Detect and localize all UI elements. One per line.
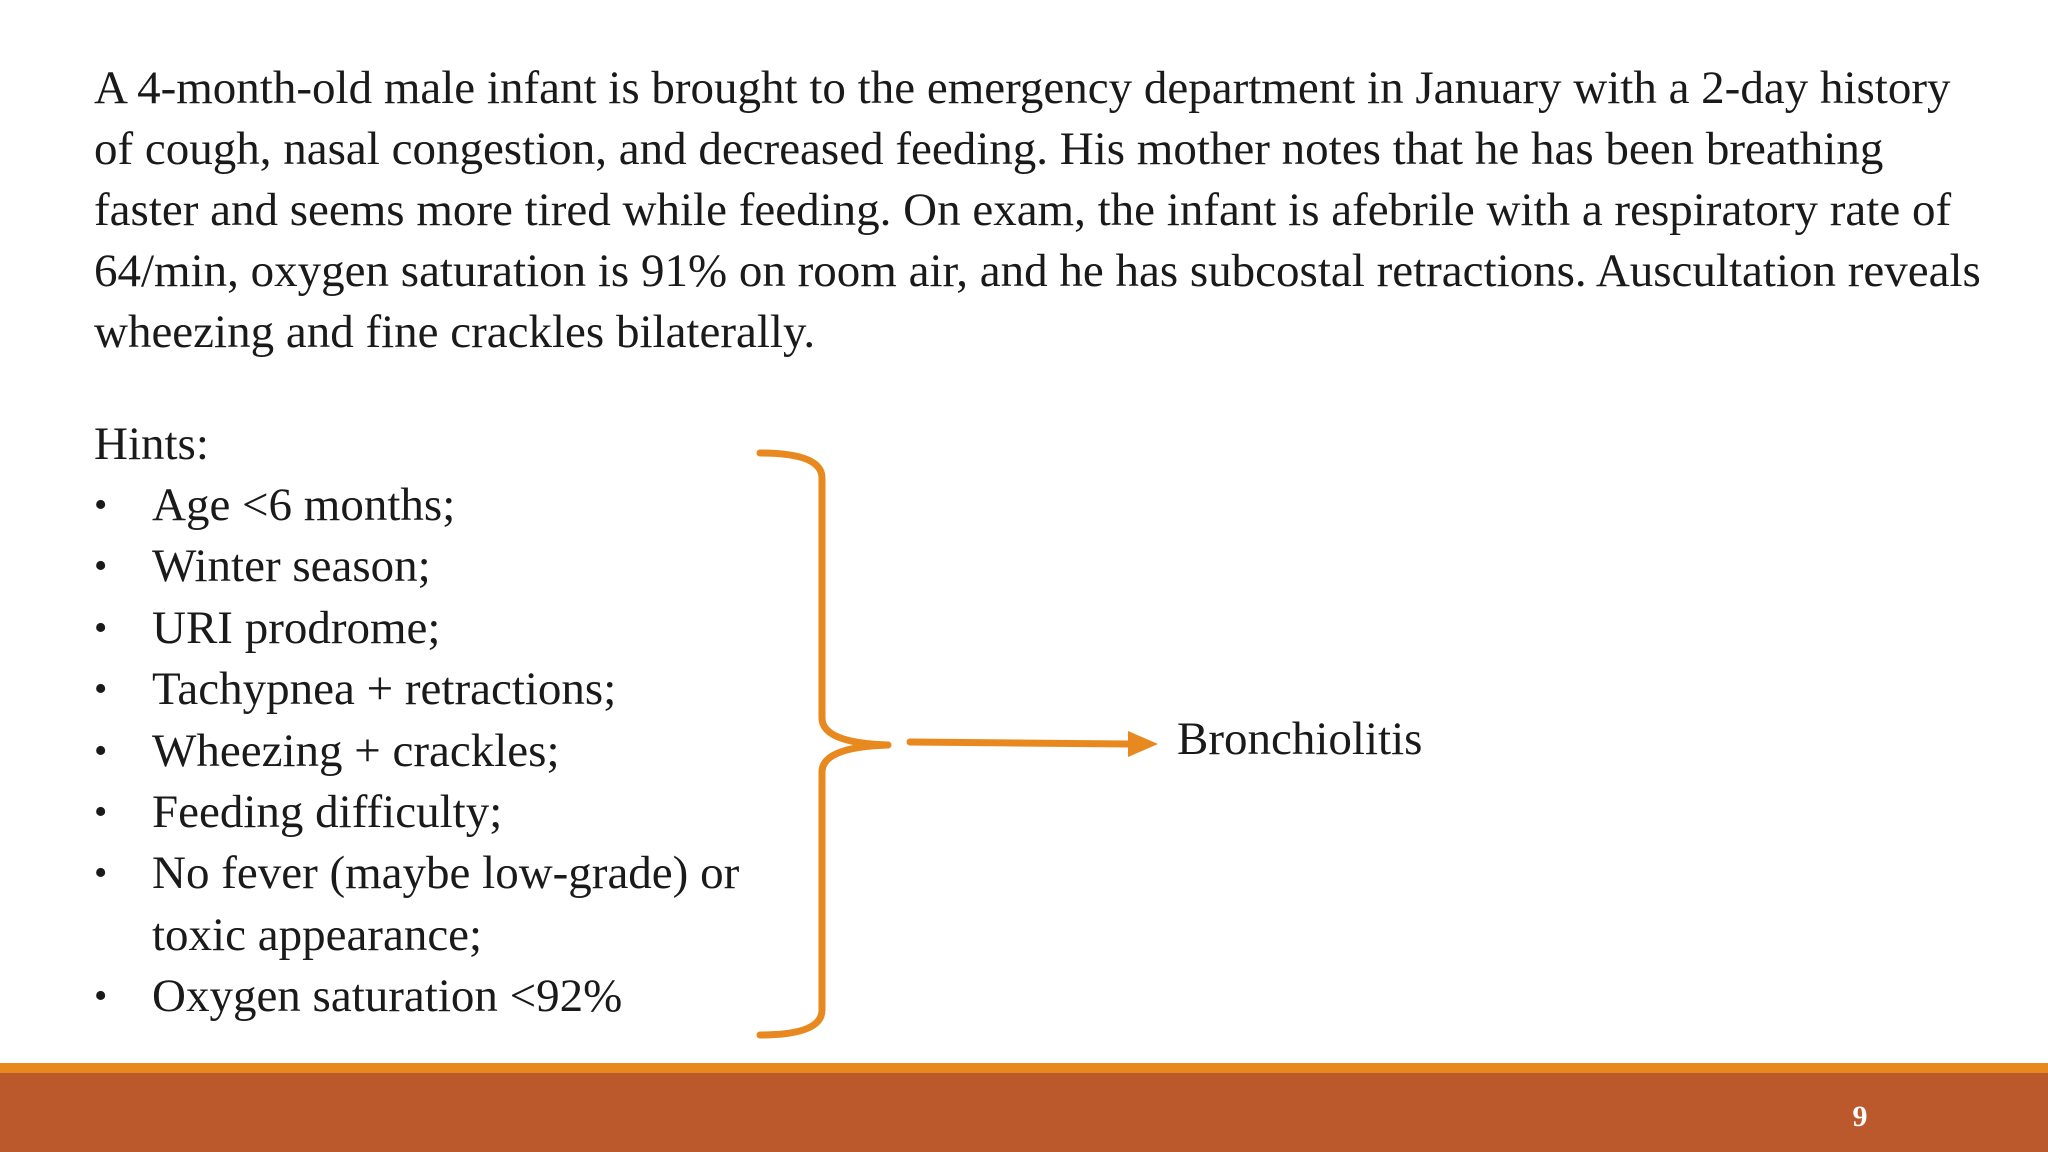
hint-text: Tachypnea + retractions; bbox=[152, 663, 617, 716]
footer-bar bbox=[0, 1073, 2048, 1152]
hint-text: URI prodrome; bbox=[152, 601, 441, 654]
hints-title: Hints: bbox=[94, 418, 209, 470]
hint-item bbox=[94, 659, 814, 720]
hint-item bbox=[94, 598, 814, 659]
hint-text: Wheezing + crackles; bbox=[152, 724, 560, 777]
arrow-head-icon bbox=[1128, 731, 1158, 757]
hint-item bbox=[94, 536, 814, 597]
hint-text: No fever (maybe low-grade) or toxic appearance; bbox=[152, 847, 740, 961]
diagnosis-label: Bronchiolitis bbox=[1177, 713, 1423, 765]
bullet-icon: • bbox=[94, 545, 108, 588]
case-description: A 4-month-old male infant is brought to the emergency department in January with a 2-day history of cough, nasal congestion, and decreased feeding. His mother notes that he has been breathing faster and seems more tired while feeding. On exam, the infant is afebrile with a respiratory rate of 64/min, oxygen saturation is 91% on room air, and he has subcostal retractions. Auscultation reveals wheezing and fine crackles bilaterally. bbox=[94, 62, 1981, 358]
bullet-icon: • bbox=[94, 606, 108, 649]
footer-accent-line bbox=[0, 1063, 2048, 1073]
arrow-shaft bbox=[910, 742, 1128, 744]
hint-item bbox=[94, 721, 814, 782]
bullet-icon: • bbox=[94, 791, 108, 834]
hint-item bbox=[94, 966, 814, 1027]
hint-text: Winter season; bbox=[152, 540, 431, 593]
hint-text: Feeding difficulty; bbox=[152, 786, 503, 839]
hint-text: Oxygen saturation <92% bbox=[152, 970, 623, 1023]
hint-text: Age <6 months; bbox=[152, 479, 456, 531]
page-number: 9 bbox=[1852, 1100, 1868, 1133]
bullet-icon: • bbox=[94, 668, 108, 711]
hint-list bbox=[94, 475, 814, 1028]
bullet-icon: • bbox=[94, 484, 108, 526]
bullet-icon: • bbox=[94, 852, 108, 895]
bullet-icon: • bbox=[94, 729, 108, 772]
hint-item bbox=[94, 782, 814, 843]
hint-item bbox=[94, 843, 814, 966]
bullet-icon: • bbox=[94, 975, 108, 1018]
hint-item bbox=[94, 475, 814, 536]
